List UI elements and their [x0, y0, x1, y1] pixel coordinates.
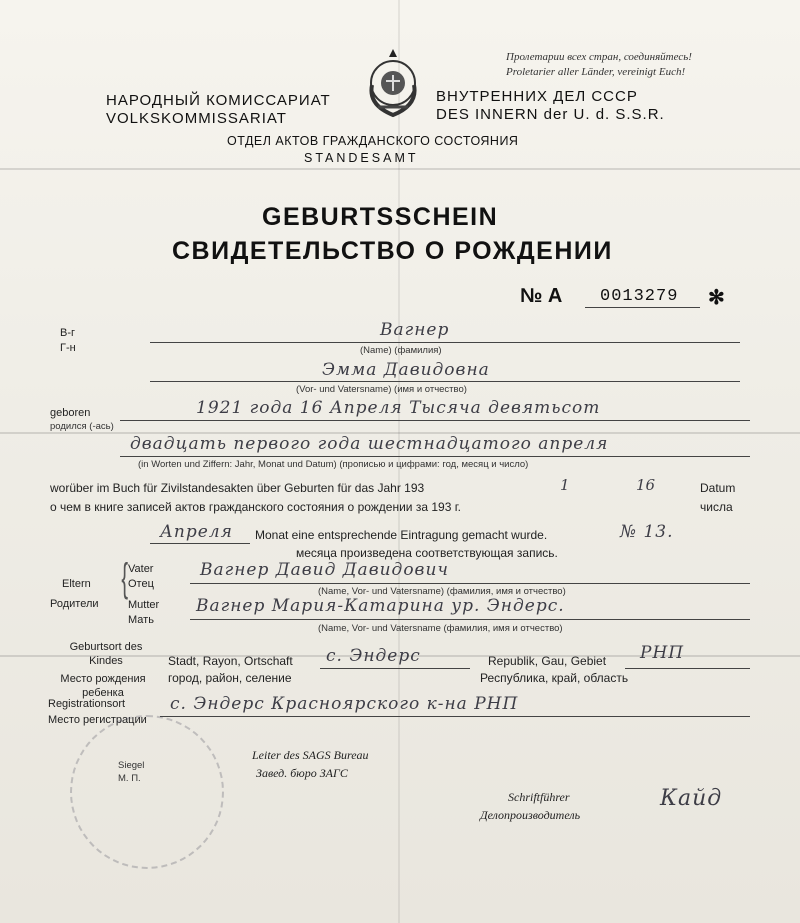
surname-value: Вагнер: [380, 320, 450, 340]
mother-label-ru: Мать: [128, 614, 154, 626]
mother-caption: (Name, Vor- und Vatersname (фамилия, имя и отчество): [318, 623, 563, 634]
given-name-value: Эмма Давидовна: [322, 360, 490, 380]
underline: [190, 583, 750, 584]
father-caption: (Name, Vor- und Vatersname) (фамилия, имя и отчество): [318, 586, 566, 597]
underline: [585, 307, 700, 308]
underline: [160, 716, 750, 717]
gender-m-label: В-г: [60, 327, 76, 339]
entry-number-value: № 13.: [620, 522, 674, 542]
underline: [120, 456, 750, 457]
surname-caption: (Name) (фамилия): [360, 345, 442, 356]
republic-value: РНП: [640, 643, 685, 663]
underline: [625, 668, 750, 669]
born-label-de: geboren: [50, 407, 91, 419]
city-label-de: Stadt, Rayon, Ortschaft: [168, 654, 293, 668]
given-name-caption: (Vor- und Vatersname) (имя и отчество): [296, 384, 467, 395]
underline: [150, 381, 740, 382]
header-right-ru: ВНУТРЕННИХ ДЕЛ СССР: [436, 88, 638, 105]
clerk-label-de: Schriftführer: [508, 790, 570, 804]
underline: [150, 342, 740, 343]
record-day-label-ru: числа: [700, 500, 733, 514]
record-year-value: 1: [560, 476, 570, 494]
seal-label-de: Siegel: [118, 760, 145, 771]
record-datum-label: Datum: [700, 481, 736, 495]
city-value: с. Эндерс: [326, 646, 421, 666]
seal-label-ru: М. П.: [118, 773, 141, 784]
record-text-de: worüber im Buch für Zivilstandesakten über Geburten für das Jahr 193: [50, 481, 425, 495]
certificate-number-prefix: № А: [520, 285, 563, 307]
department-de: STANDESAMT: [304, 151, 419, 165]
birthplace-label-de: Geburtsort des Kindes: [69, 641, 143, 667]
registration-value: с. Эндерс Красноярского к-на РНП: [170, 694, 519, 714]
header-right-de: DES INNERN der U. d. S.S.R.: [436, 106, 665, 123]
title-de: GEBURTSSCHEIN: [262, 203, 499, 231]
birth-date-caption: (in Worten und Ziffern: Jahr, Monat und Datum) (прописью и цифрами: год, месяц и число): [138, 459, 529, 470]
father-label-de: Vater: [128, 563, 154, 575]
birthplace-label-ru: Место рождения ребенка: [60, 673, 146, 699]
birth-date-words-1: 1921 года 16 Апреля Тысяча девятьсот: [196, 398, 601, 418]
fold-line: [0, 168, 800, 170]
underline: [320, 668, 470, 669]
department-ru: ОТДЕЛ АКТОВ ГРАЖДАНСКОГО СОСТОЯНИЯ: [227, 134, 519, 148]
birth-date-words-2: двадцать первого года шестнадцатого апреля: [130, 434, 609, 454]
number-star-icon: ✻: [708, 287, 725, 309]
clerk-signature: Кайд: [660, 786, 723, 811]
head-of-bureau-ru: Завед. бюро ЗАГС: [256, 766, 348, 780]
header-left-de: VOLKSKOMMISSARIAT: [106, 110, 287, 127]
mother-label-de: Mutter: [128, 599, 160, 611]
header-left-ru: НАРОДНЫЙ КОМИССАРИАТ: [106, 92, 331, 109]
record-text-ru: о чем в книге записей актов гражданского состояния о рождении за 193 г.: [50, 500, 461, 514]
title-ru: СВИДЕТЕЛЬСТВО О РОЖДЕНИИ: [172, 237, 613, 265]
republic-label-ru: Республика, край, область: [480, 671, 629, 685]
registration-label-ru: Место регистрации: [48, 714, 147, 726]
parents-label-ru: Родители: [50, 598, 99, 610]
father-label-ru: Отец: [128, 578, 154, 590]
record-day-value: 16: [636, 476, 656, 494]
month-text-ru: месяца произведена соответствующая запись.: [296, 546, 558, 560]
head-of-bureau-de: Leiter des SAGS Bureau: [252, 748, 369, 762]
official-seal: [70, 715, 224, 869]
certificate-number: 0013279: [600, 287, 679, 306]
city-label-ru: город, район, селение: [168, 671, 292, 685]
republic-label-de: Republik, Gau, Gebiet: [488, 654, 607, 668]
father-name-value: Вагнер Давид Давидович: [200, 560, 449, 580]
parents-brace: {: [121, 556, 129, 600]
clerk-label-ru: Делопроизводитель: [480, 808, 581, 822]
motto-de: Proletarier aller Länder, vereinigt Euch!: [506, 66, 686, 78]
state-emblem-icon: [358, 45, 428, 120]
motto-ru: Пролетарии всех стран, соединяйтесь!: [506, 51, 692, 63]
month-value: Апреля: [160, 522, 233, 542]
registration-label-de: Registrationsort: [48, 698, 126, 710]
born-label-ru: родился (-ась): [50, 421, 114, 432]
underline: [150, 543, 250, 544]
month-text-de: Monat eine entsprechende Eintragung gemacht wurde.: [255, 528, 548, 542]
underline: [190, 619, 750, 620]
mother-name-value: Вагнер Мария-Катарина ур. Эндерс.: [196, 596, 565, 616]
underline: [120, 420, 750, 421]
parents-label-de: Eltern: [62, 578, 91, 590]
gender-f-label: Г-н: [60, 342, 76, 354]
